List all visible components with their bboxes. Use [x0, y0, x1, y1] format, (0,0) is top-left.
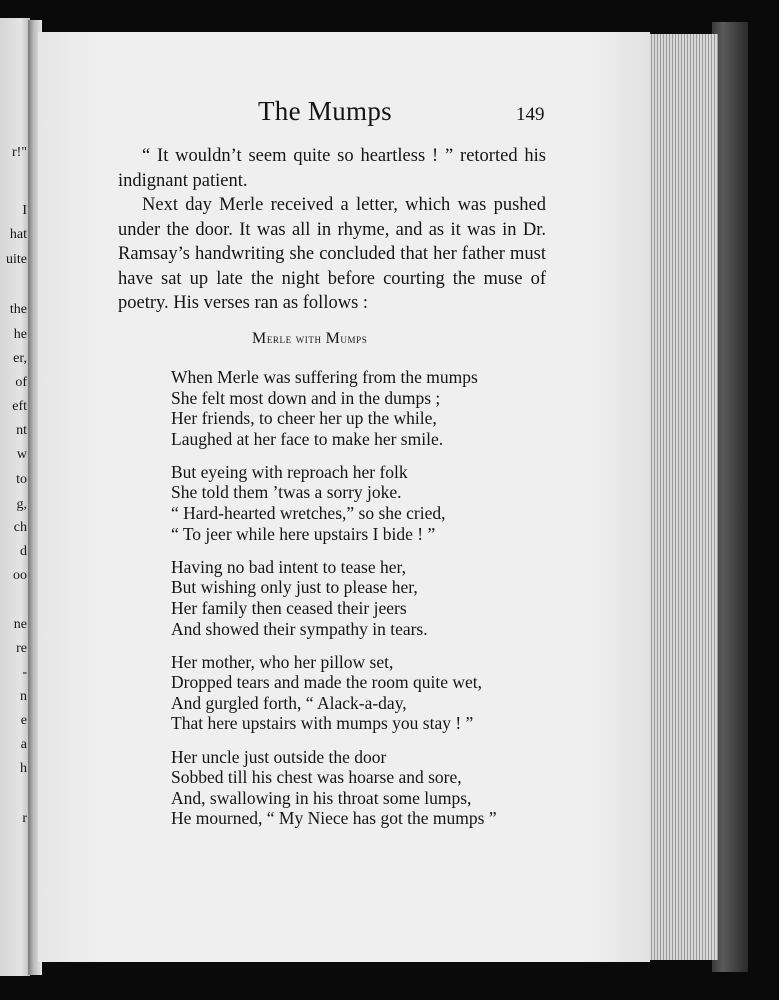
left-page-fragment: h — [20, 761, 27, 776]
left-page-fragment: hat — [9, 227, 27, 242]
poem-stanza — [171, 652, 551, 734]
left-page-fragment: nt — [16, 423, 27, 438]
left-page-fragment: the — [9, 302, 27, 317]
poem-line: “ Hard-hearted wretches,” so she cried, — [171, 503, 446, 524]
left-page-fragment: a — [20, 737, 27, 752]
poem-line: And gurgled forth, “ Alack-a-day, — [171, 692, 407, 713]
poem-line: Her uncle just outside the door — [171, 746, 387, 767]
left-page-fragment: ne — [13, 617, 27, 632]
left-page-fragment: eft — [12, 399, 27, 414]
left-page-fragment: oo — [13, 568, 27, 583]
poem-line: And showed their sympathy in tears. — [171, 618, 428, 639]
page-stack-edge — [646, 34, 718, 960]
left-page-fragment: I — [22, 203, 27, 218]
poem-title-part: umps — [340, 331, 368, 346]
poem-line: And, swallowing in his throat some lumps, — [171, 787, 472, 808]
poem-line: Laughed at her face to make her smile. — [171, 428, 444, 449]
poem-stanza — [171, 747, 551, 829]
prose-paragraph: “ It wouldn’t seem quite so heartless ! ” retorted his indignant patient. — [118, 146, 546, 191]
running-title: The Mumps — [258, 96, 392, 126]
poem-line: Her friends, to cheer her up the while, — [171, 408, 437, 429]
left-page-fragment: er, — [13, 351, 27, 366]
poem-line: But wishing only just to please her, — [171, 577, 418, 598]
left-page-fragment: to — [16, 472, 27, 487]
left-page-fragment: g, — [16, 497, 27, 512]
poem-stanza — [171, 462, 551, 544]
left-page-fragment: uite — [6, 252, 27, 267]
previous-page-edge — [0, 18, 30, 976]
poem-title-initial: M — [252, 330, 267, 347]
prose-paragraph: Next day Merle received a letter, which was pushed under the door. It was all in rhyme, and as it was in Dr. Ramsay’s handwriting she concluded that her father must have sat up late the night before courting the muse of poetry. His verses ran as follows : — [118, 195, 546, 313]
poem-title-part: erle with — [266, 331, 326, 346]
left-page-fragment: d — [20, 544, 27, 559]
poem-line: That here upstairs with mumps you stay ! ” — [171, 713, 474, 734]
poem-line: Dropped tears and made the room quite wet, — [171, 672, 483, 693]
left-page-fragment: re — [16, 641, 27, 656]
left-page-fragment: w — [16, 447, 27, 462]
poem-line: She told them ’twas a sorry joke. — [171, 482, 402, 503]
poem-line: She felt most down and in the dumps ; — [171, 387, 441, 408]
left-page-fragment: n — [20, 689, 27, 704]
poem — [171, 367, 551, 841]
poem-line: But eyeing with reproach her folk — [171, 461, 408, 482]
poem-line: Her family then ceased their jeers — [171, 597, 407, 618]
page-number: 149 — [516, 104, 545, 125]
left-page-fragment: r — [22, 811, 27, 826]
poem-line: Sobbed till his chest was hoarse and sore, — [171, 767, 462, 788]
left-page-fragment: - — [22, 665, 27, 680]
left-page-fragment: e — [20, 713, 27, 728]
poem-line: “ To jeer while here upstairs I bide ! ” — [171, 523, 436, 544]
poem-line: He mourned, “ My Niece has got the mumps ” — [171, 808, 497, 829]
poem-line: Having no bad intent to tease her, — [171, 556, 406, 577]
left-page-fragment: r!" — [11, 145, 27, 160]
left-page-fragment: he — [13, 327, 27, 342]
left-page-fragment: of — [15, 375, 27, 390]
poem-stanza — [171, 557, 551, 639]
poem-line: When Merle was suffering from the mumps — [171, 367, 478, 387]
left-page-fragment: ch — [13, 520, 27, 535]
poem-stanza — [171, 367, 551, 449]
poem-line: Her mother, who her pillow set, — [171, 651, 394, 672]
poem-title — [252, 330, 367, 348]
prose-block — [118, 144, 546, 316]
poem-title-initial: M — [325, 330, 341, 347]
